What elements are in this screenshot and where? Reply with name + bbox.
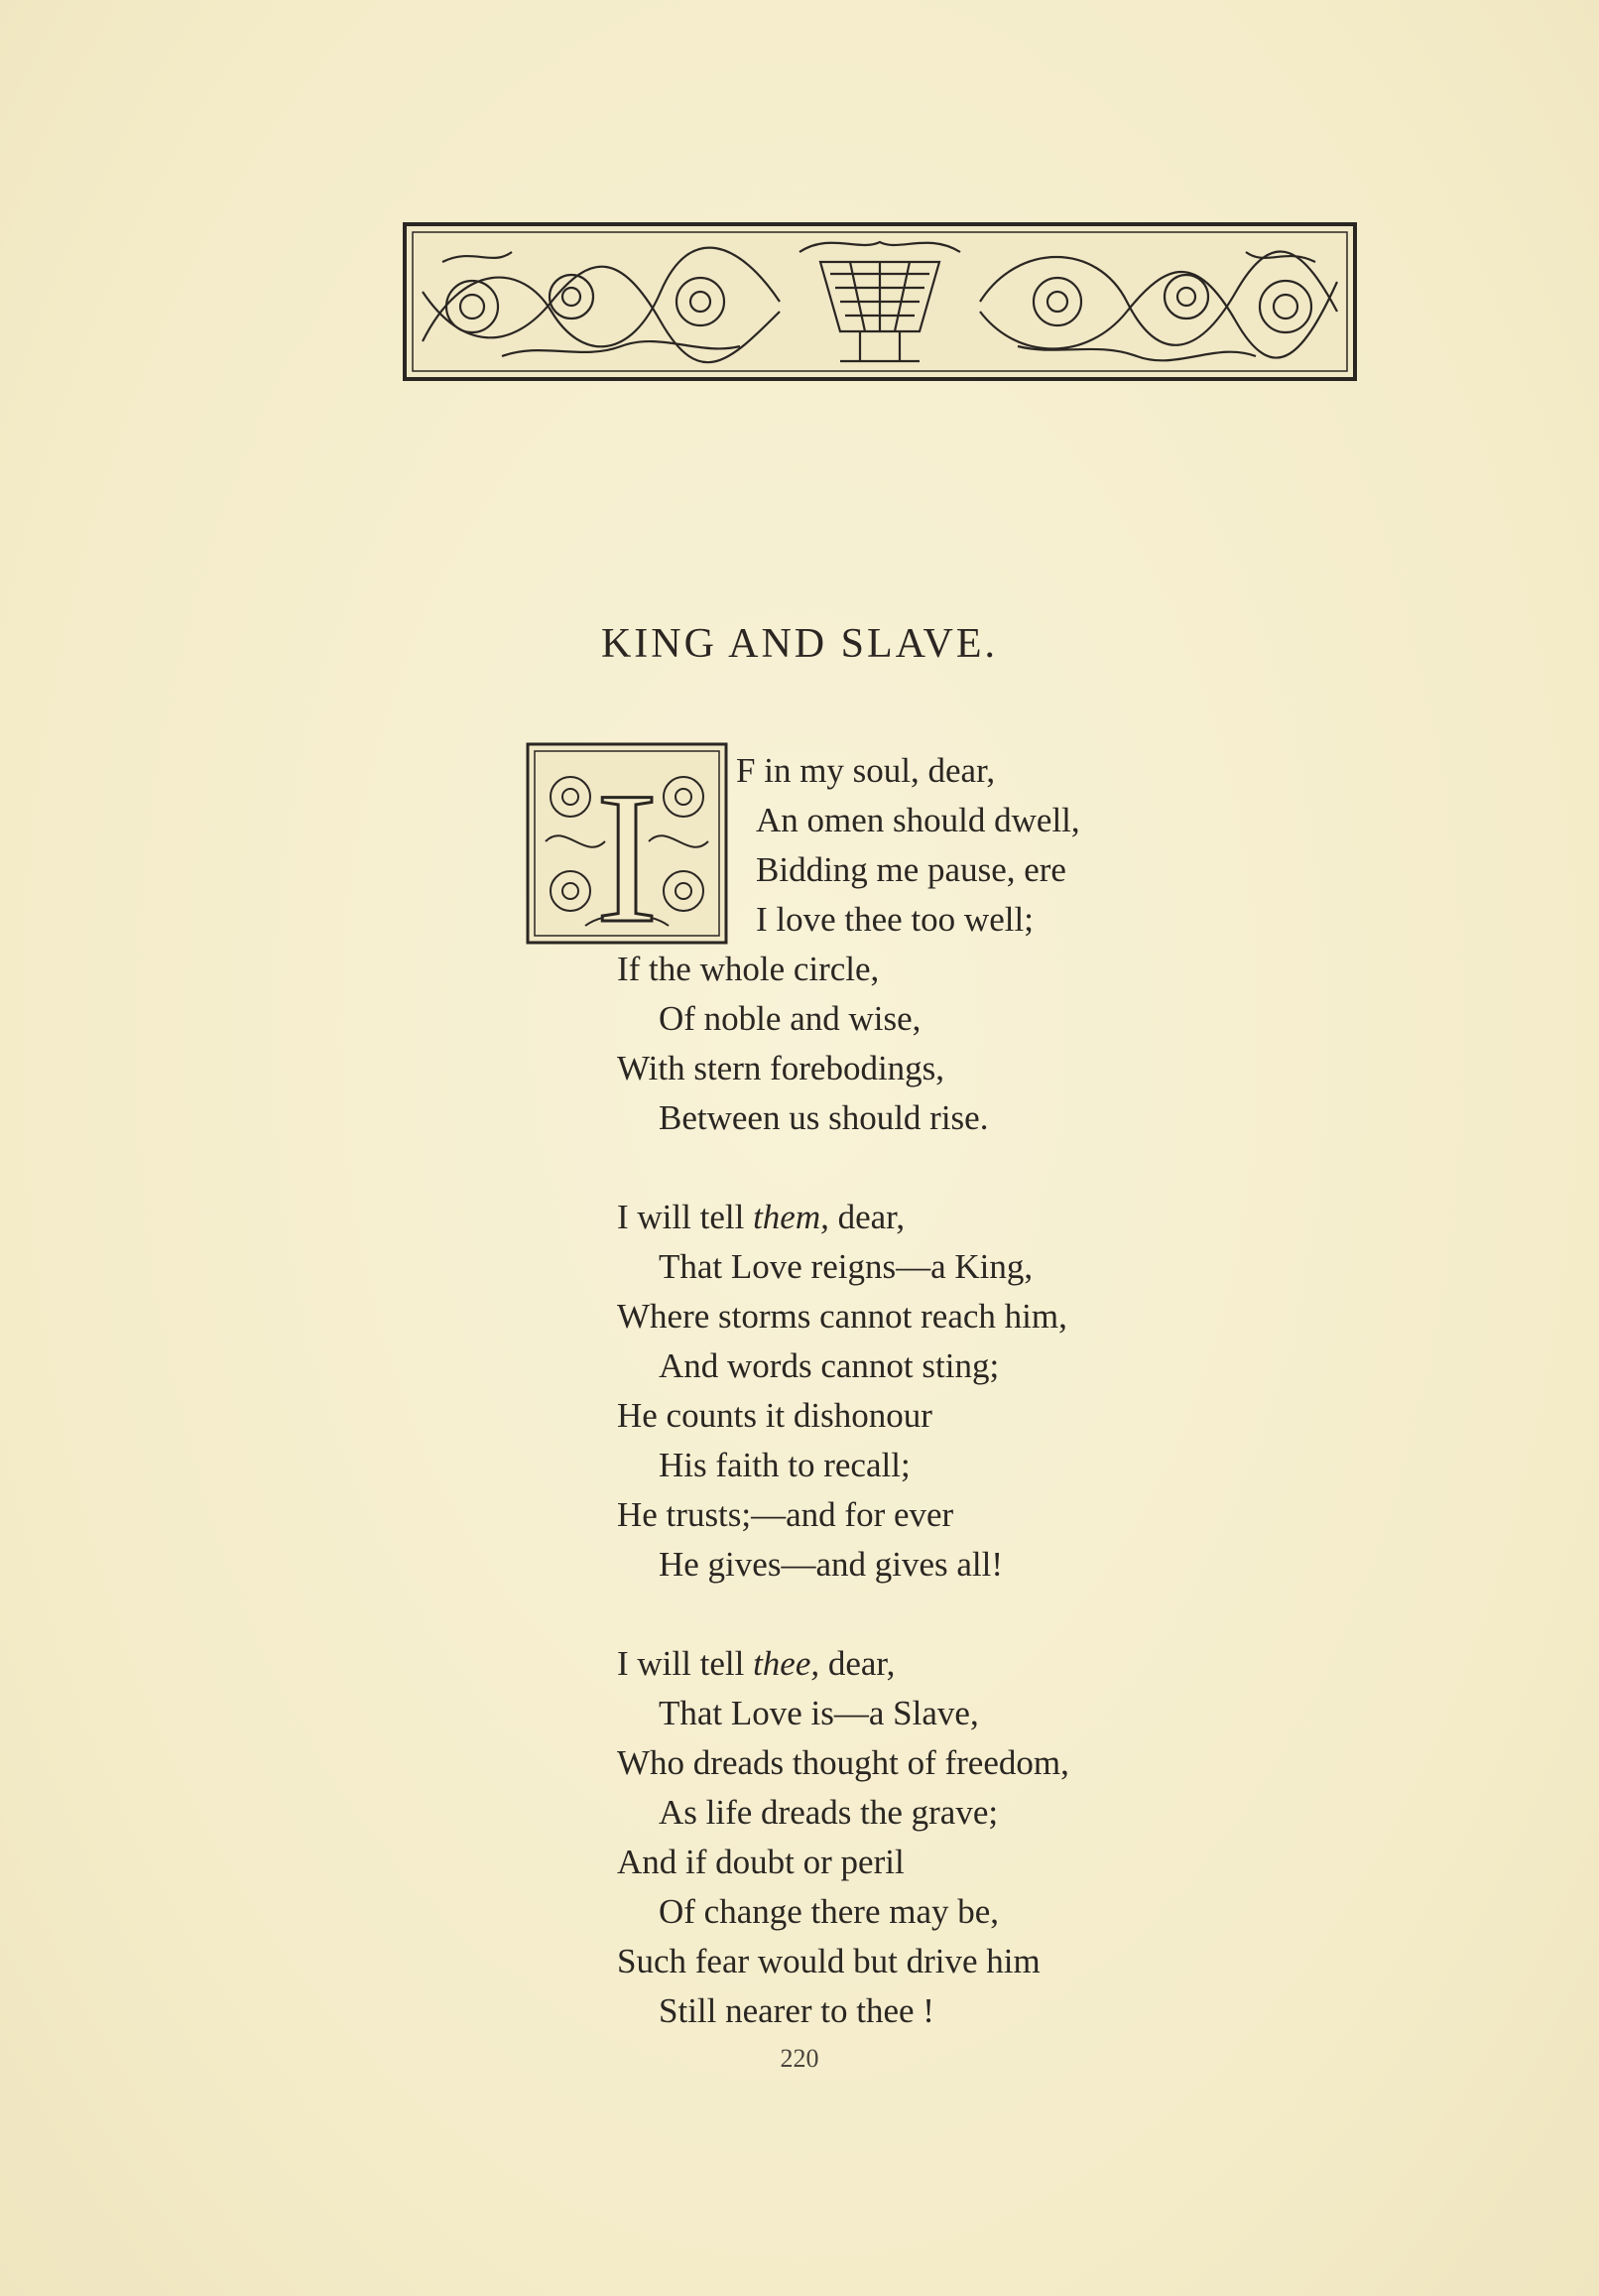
page-number: 220 (780, 2044, 819, 2073)
line-text: I will tell (617, 1644, 754, 1683)
line-text: dear, (828, 1198, 906, 1236)
poem-line: If the whole circle, (617, 950, 880, 988)
poem-line: Who dreads thought of freedom, (617, 1743, 1069, 1782)
poem-line: And if doubt or peril (617, 1843, 905, 1881)
poem-line: And words cannot sting; (659, 1346, 1000, 1385)
drop-cap-letter: I (595, 754, 659, 945)
poem-line: With stern forebodings, (617, 1049, 945, 1087)
poem-line: F in my soul, dear, (736, 751, 996, 790)
poem-body (617, 746, 1311, 2036)
line-text: I will tell (617, 1198, 754, 1236)
poem-line: Where storms cannot reach him, (617, 1297, 1067, 1336)
line-text: dear, (819, 1644, 896, 1683)
poem-line: He trusts;—and for ever (617, 1495, 954, 1534)
poem-line: He gives—and gives all! (659, 1545, 1003, 1584)
stanza-gap (617, 1590, 1311, 1639)
poem-line: Of change there may be, (659, 1892, 1000, 1931)
poem-line: As life dreads the grave; (659, 1793, 999, 1832)
poem-line: That Love reigns—a King, (659, 1247, 1034, 1286)
poem-line: Between us should rise. (659, 1098, 989, 1137)
poem-line: Of noble and wise, (659, 999, 922, 1038)
poem-line: Bidding me pause, ere (756, 850, 1066, 889)
poem-line: Such fear would but drive him (617, 1942, 1041, 1980)
poem-line: Still nearer to thee ! (659, 1991, 934, 2030)
stanza-gap (617, 1143, 1311, 1193)
poem-line: That Love is—a Slave, (659, 1694, 979, 1732)
line-emphasis: them, (753, 1198, 829, 1236)
ornamental-headpiece (403, 222, 1357, 381)
poem-line (617, 1193, 1311, 1242)
poem-line: He counts it dishonour (617, 1396, 932, 1435)
poem-title: KING AND SLAVE. (600, 621, 999, 667)
poem-line: I love thee too well; (756, 900, 1034, 939)
poem-line (617, 1639, 1311, 1689)
poem-line: An omen should dwell, (756, 801, 1080, 839)
line-emphasis: thee, (753, 1644, 820, 1683)
poem-line: His faith to recall; (659, 1446, 911, 1484)
